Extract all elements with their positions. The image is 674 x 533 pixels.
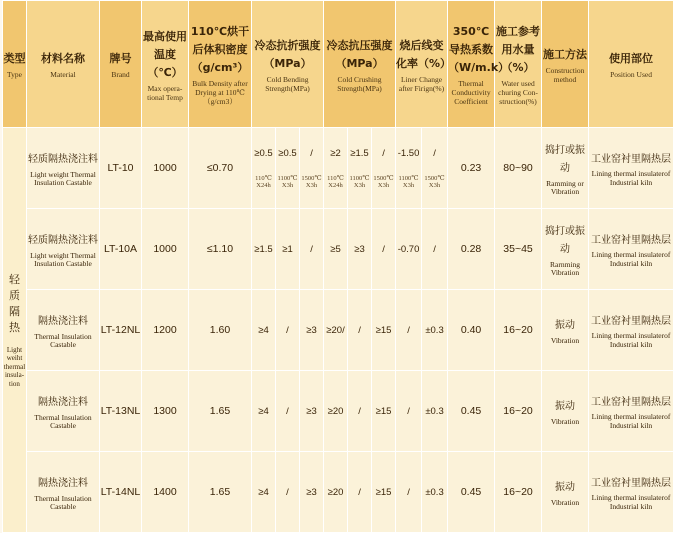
table-row — [3, 128, 674, 209]
linear-change-cell-value: ±0.3 — [425, 486, 444, 498]
bending-strength-cell-value: ≥0.5 — [254, 147, 273, 159]
header-bending: 冷态抗折强度（MPa） Cold Bending Strength(MPa) — [252, 1, 324, 128]
linear-change-cell — [396, 290, 422, 371]
temp-cell: 1300 — [142, 371, 189, 452]
bending-strength-cell — [276, 128, 300, 209]
linear-change-cell — [396, 128, 422, 209]
position-zh: 工业窑衬里隔热层 — [591, 154, 672, 165]
crushing-strength-cell-value: ≥2 — [330, 147, 341, 159]
brand-cell: LT-10 — [100, 128, 142, 209]
linear-change-cell-condition: 1500℃ X3h — [424, 174, 445, 189]
linear-change-cell — [396, 452, 422, 533]
linear-change-cell-value: / — [407, 324, 410, 336]
type-group-cell — [3, 128, 27, 533]
crushing-strength-cell-condition: 110℃ X24h — [327, 174, 344, 189]
header-position: 使用部位 Position Used — [589, 1, 674, 128]
bending-strength-cell — [300, 452, 324, 533]
crushing-strength-cell — [372, 371, 396, 452]
position-cell — [589, 371, 674, 452]
position-en: Lining thermal insulaterof Industrial kiln — [591, 493, 671, 511]
crushing-strength-cell — [324, 371, 348, 452]
bending-strength-cell-value: ≥1 — [282, 243, 293, 255]
linear-change-cell-value: ±0.3 — [425, 405, 444, 417]
method-zh: 振动 — [555, 319, 576, 331]
bending-strength-cell-value: ≥4 — [258, 324, 269, 336]
method-zh: 捣打或振动 — [545, 144, 586, 174]
linear-change-cell — [422, 371, 448, 452]
material-cell — [27, 128, 100, 209]
bending-strength-cell — [276, 371, 300, 452]
crushing-strength-cell-value: ≥15 — [375, 486, 392, 498]
temp-cell: 1000 — [142, 128, 189, 209]
bending-strength-cell — [300, 290, 324, 371]
temp-cell: 1200 — [142, 290, 189, 371]
bending-strength-cell — [276, 209, 300, 290]
bending-strength-cell-value: ≥3 — [306, 486, 317, 498]
density-cell: 1.60 — [189, 290, 252, 371]
crushing-strength-cell — [348, 209, 372, 290]
crushing-strength-cell-value: / — [382, 243, 385, 255]
crushing-strength-cell-value: / — [358, 324, 361, 336]
temp-cell: 1400 — [142, 452, 189, 533]
crushing-strength-cell-value: ≥3 — [354, 243, 365, 255]
linear-change-cell — [422, 209, 448, 290]
conductivity-cell: 0.45 — [448, 452, 495, 533]
conductivity-cell: 0.28 — [448, 209, 495, 290]
crushing-strength-cell-value: / — [358, 405, 361, 417]
linear-change-cell — [396, 209, 422, 290]
material-name-en: Light weight Thermal Insulation Castable — [30, 169, 96, 187]
bending-strength-cell-value: ≥3 — [306, 405, 317, 417]
crushing-strength-cell-value: ≥5 — [330, 243, 341, 255]
conductivity-cell: 0.45 — [448, 371, 495, 452]
brand-cell: LT-10A — [100, 209, 142, 290]
table-header — [3, 1, 674, 128]
crushing-strength-cell — [348, 371, 372, 452]
position-cell — [589, 290, 674, 371]
crushing-strength-cell — [324, 290, 348, 371]
method-zh: 振动 — [555, 481, 576, 493]
table-row — [3, 371, 674, 452]
table-row — [3, 452, 674, 533]
density-cell: ≤1.10 — [189, 209, 252, 290]
bending-strength-cell — [276, 452, 300, 533]
table-row — [3, 290, 674, 371]
material-name-en: Thermal Insulation Castable — [34, 412, 92, 430]
header-linear-change: 烧后线变化率（%） Liner Change after Firign(%) — [396, 1, 448, 128]
crushing-strength-cell — [372, 452, 396, 533]
header-type: 类型 Type — [3, 1, 27, 128]
material-name-zh: 轻质隔热浇注料 — [28, 234, 98, 246]
conductivity-cell: 0.23 — [448, 128, 495, 209]
linear-change-cell — [422, 128, 448, 209]
bending-strength-cell — [252, 452, 276, 533]
crushing-strength-cell-value: / — [382, 147, 385, 159]
crushing-strength-cell — [324, 128, 348, 209]
crushing-strength-cell-value: ≥20/ — [326, 324, 345, 336]
header-water: 施工参考用水量（%） Water used churing Con- struction(%) — [495, 1, 542, 128]
type-group-zh: 轻质隔热 — [9, 272, 20, 334]
bending-strength-cell-value: / — [286, 486, 289, 498]
bending-strength-cell-value: ≥3 — [306, 324, 317, 336]
crushing-strength-cell-value: ≥1.5 — [350, 147, 369, 159]
method-zh: 振动 — [555, 400, 576, 412]
water-cell: 16~20 — [495, 452, 542, 533]
header-brand: 牌号 Brand — [100, 1, 142, 128]
crushing-strength-cell-value: / — [358, 486, 361, 498]
linear-change-cell-value: ±0.3 — [425, 324, 444, 336]
position-cell — [589, 452, 674, 533]
crushing-strength-cell — [372, 290, 396, 371]
linear-change-cell — [422, 452, 448, 533]
crushing-strength-cell — [372, 128, 396, 209]
crushing-strength-cell-value: ≥20 — [327, 405, 344, 417]
method-cell — [542, 209, 589, 290]
density-cell: 1.65 — [189, 452, 252, 533]
linear-change-cell-value: / — [407, 486, 410, 498]
brand-cell: LT-12NL — [100, 290, 142, 371]
bending-strength-cell-value: ≥4 — [258, 486, 269, 498]
header-temp: 最高使用温度（℃） Max opera- tional Temp — [142, 1, 189, 128]
material-name-en: Thermal Insulation Castable — [34, 331, 92, 349]
bending-strength-cell — [300, 128, 324, 209]
bending-strength-cell-value: ≥1.5 — [254, 243, 273, 255]
crushing-strength-cell — [348, 128, 372, 209]
density-cell: ≤0.70 — [189, 128, 252, 209]
method-cell — [542, 371, 589, 452]
bending-strength-cell — [300, 371, 324, 452]
bending-strength-cell-value: / — [310, 147, 313, 159]
linear-change-cell-value: -0.70 — [397, 243, 420, 255]
crushing-strength-cell-condition: 1100℃ X3h — [349, 174, 370, 189]
table-row — [3, 209, 674, 290]
header-density: 110℃烘干后体积密度（g/cm³） Bulk Density after Drying at 110℃（g/cm3） — [189, 1, 252, 128]
bending-strength-cell-value: ≥4 — [258, 405, 269, 417]
density-cell: 1.65 — [189, 371, 252, 452]
spec-table — [2, 0, 674, 533]
crushing-strength-cell-value: ≥20 — [327, 486, 344, 498]
crushing-strength-cell — [324, 452, 348, 533]
crushing-strength-cell-value: ≥15 — [375, 405, 392, 417]
bending-strength-cell — [252, 371, 276, 452]
type-group-en: Light weiht thermal insula- tion — [3, 345, 26, 388]
water-cell: 16~20 — [495, 371, 542, 452]
header-conductivity: 350℃导热系数（W/m.k） Thermal Conductivity Coefficient — [448, 1, 495, 128]
crushing-strength-cell — [324, 209, 348, 290]
method-en: Vibration — [550, 335, 580, 345]
water-cell: 35~45 — [495, 209, 542, 290]
bending-strength-cell — [252, 128, 276, 209]
brand-cell: LT-14NL — [100, 452, 142, 533]
position-cell — [589, 209, 674, 290]
bending-strength-cell-condition: 1100℃ X3h — [277, 174, 298, 189]
water-cell: 16~20 — [495, 290, 542, 371]
bending-strength-cell — [252, 209, 276, 290]
linear-change-cell-value: / — [433, 147, 436, 159]
method-cell — [542, 290, 589, 371]
material-cell — [27, 290, 100, 371]
method-zh: 捣打或振动 — [545, 225, 586, 255]
brand-cell: LT-13NL — [100, 371, 142, 452]
method-cell — [542, 128, 589, 209]
position-zh: 工业窑衬里隔热层 — [591, 316, 672, 327]
material-cell — [27, 452, 100, 533]
material-name-zh: 隔热浇注料 — [38, 477, 88, 489]
linear-change-cell — [422, 290, 448, 371]
header-crushing: 冷态抗压强度（MPa） Cold Crushing Strength(MPa) — [324, 1, 396, 128]
method-en: Rarnming Vibration — [550, 259, 581, 277]
table-body — [3, 128, 674, 533]
position-zh: 工业窑衬里隔热层 — [591, 397, 672, 408]
position-zh: 工业窑衬里隔热层 — [591, 235, 672, 246]
crushing-strength-cell — [348, 290, 372, 371]
material-cell — [27, 371, 100, 452]
material-name-zh: 隔热浇注料 — [38, 396, 88, 408]
linear-change-cell-value: / — [433, 243, 436, 255]
crushing-strength-cell-value: ≥15 — [375, 324, 392, 336]
position-en: Lining thermal insulaterof Industrial kiln — [591, 412, 671, 430]
water-cell: 80~90 — [495, 128, 542, 209]
linear-change-cell-value: / — [407, 405, 410, 417]
position-cell — [589, 128, 674, 209]
header-material: 材料名称 Material — [27, 1, 100, 128]
crushing-strength-cell — [372, 209, 396, 290]
linear-change-cell — [396, 371, 422, 452]
material-name-zh: 隔热浇注料 — [38, 315, 88, 327]
bending-strength-cell-value: / — [286, 405, 289, 417]
position-en: Lining thermal insulaterof Industrial kiln — [591, 169, 671, 187]
linear-change-cell-condition: 1100℃ X3h — [398, 174, 419, 189]
bending-strength-cell-value: ≥0.5 — [278, 147, 297, 159]
method-en: Ramming or Vibration — [546, 178, 584, 196]
conductivity-cell: 0.40 — [448, 290, 495, 371]
crushing-strength-cell-condition: 1500℃ X3h — [373, 174, 394, 189]
bending-strength-cell — [300, 209, 324, 290]
method-en: Vibration — [550, 416, 580, 426]
temp-cell: 1000 — [142, 209, 189, 290]
material-name-en: Light weight Thermal Insulation Castable — [30, 250, 96, 268]
linear-change-cell-value: -1.50 — [397, 147, 420, 159]
crushing-strength-cell — [348, 452, 372, 533]
header-method: 施工方法 Construction method — [542, 1, 589, 128]
bending-strength-cell — [252, 290, 276, 371]
method-cell — [542, 452, 589, 533]
bending-strength-cell — [276, 290, 300, 371]
bending-strength-cell-value: / — [286, 324, 289, 336]
position-en: Lining thermal insulaterof Industrial kiln — [591, 250, 671, 268]
material-name-en: Thermal Insulation Castable — [34, 493, 92, 511]
position-zh: 工业窑衬里隔热层 — [591, 478, 672, 489]
position-en: Lining thermal insulaterof Industrial kiln — [591, 331, 671, 349]
material-cell — [27, 209, 100, 290]
method-en: Vibration — [550, 497, 580, 507]
bending-strength-cell-value: / — [310, 243, 313, 255]
bending-strength-cell-condition: 110℃ X24h — [255, 174, 272, 189]
bending-strength-cell-condition: 1500℃ X3h — [301, 174, 322, 189]
material-name-zh: 轻质隔热浇注料 — [28, 153, 98, 165]
